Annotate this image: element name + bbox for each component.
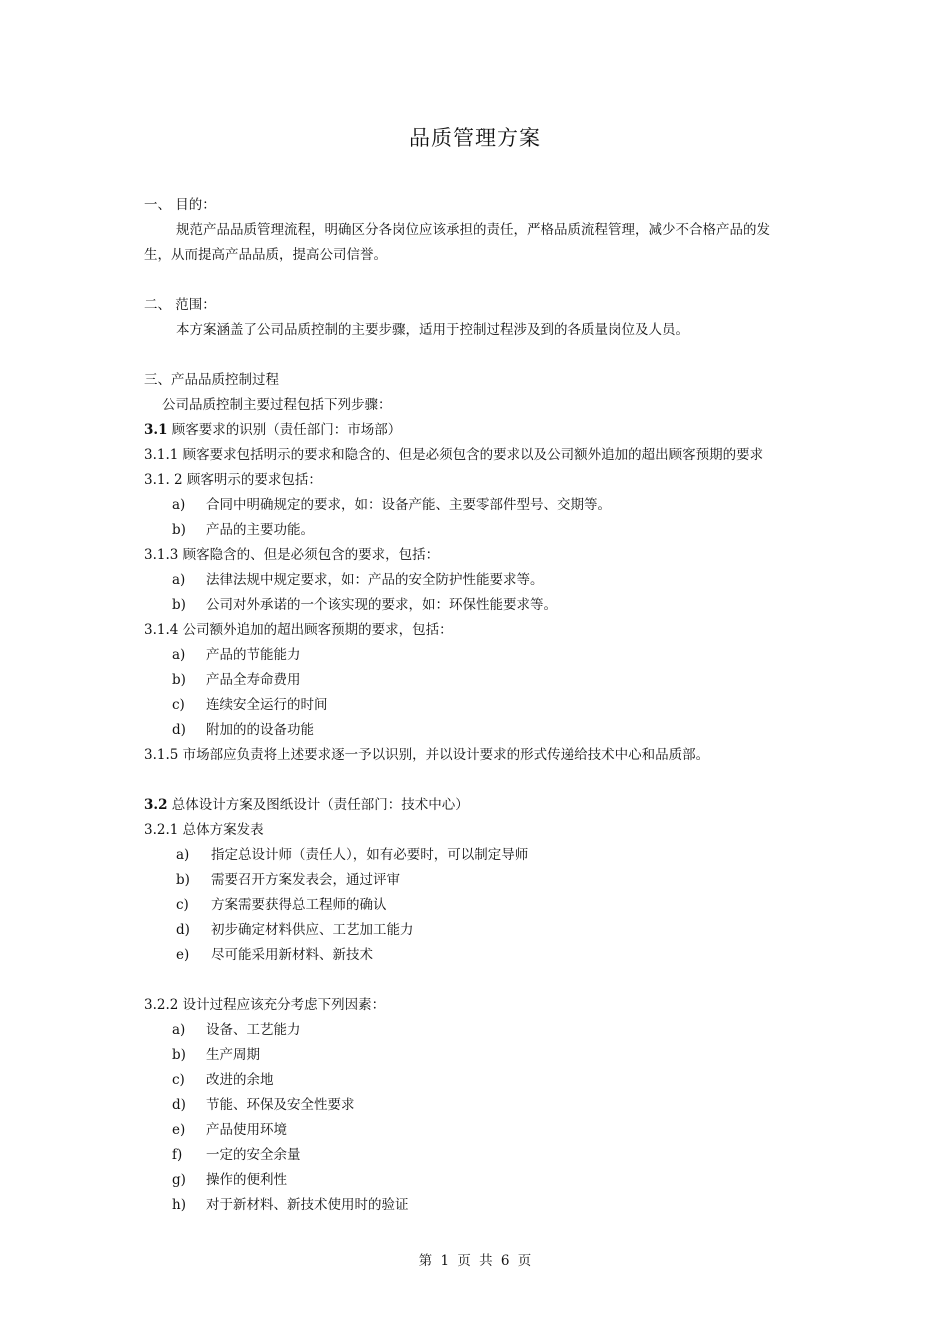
list-item: b) 产品全寿命费用 bbox=[172, 672, 301, 688]
list-item: a) 指定总设计师（责任人），如有必要时，可以制定导师 bbox=[176, 847, 529, 863]
list-item: d) 节能、环保及安全性要求 bbox=[172, 1097, 355, 1113]
clause-3-1-2: 3.1. 2 顾客明示的要求包括： bbox=[144, 472, 322, 488]
list-item: b) 需要召开方案发表会，通过评审 bbox=[176, 872, 400, 888]
clause-3-1-5: 3.1.5 市场部应负责将上述要求逐一予以识别，并以设计要求的形式传递给技术中心和品质部。 bbox=[144, 747, 710, 763]
section-2-body: 本方案涵盖了公司品质控制的主要步骤，适用于控制过程涉及到的各质量岗位及人员。 bbox=[176, 322, 689, 338]
list-item: b) 产品的主要功能。 bbox=[172, 522, 314, 538]
clause-3-1-1: 3.1.1 顾客要求包括明示的要求和隐含的、但是必须包含的要求以及公司额外追加的超出顾客预期的要求 bbox=[144, 447, 764, 463]
page-footer: 第 1 页 共 6 页 bbox=[418, 1253, 532, 1269]
list-item: e) 产品使用环境 bbox=[172, 1122, 287, 1138]
subsection-3-2-number: 3.2 bbox=[144, 797, 168, 813]
section-1-body-line-2: 生，从而提高产品品质，提高公司信誉。 bbox=[144, 247, 387, 263]
document-title: 品质管理方案 bbox=[409, 126, 541, 150]
subsection-3-2-title: 总体设计方案及图纸设计（责任部门：技术中心） bbox=[167, 797, 469, 813]
list-item: a) 法律法规中规定要求，如：产品的安全防护性能要求等。 bbox=[172, 572, 544, 588]
list-item: h) 对于新材料、新技术使用时的验证 bbox=[172, 1197, 409, 1213]
list-item: c) 改进的余地 bbox=[172, 1072, 274, 1088]
list-item: d) 初步确定材料供应、工艺加工能力 bbox=[176, 922, 414, 938]
clause-3-2-2: 3.2.2 设计过程应该充分考虑下列因素： bbox=[144, 997, 386, 1013]
list-item: g) 操作的便利性 bbox=[172, 1172, 287, 1188]
section-1-body-line-1: 规范产品品质管理流程，明确区分各岗位应该承担的责任，严格品质流程管理，减少不合格产品的发 bbox=[176, 222, 770, 238]
section-3-intro: 公司品质控制主要过程包括下列步骤： bbox=[162, 397, 392, 413]
subsection-3-1-title: 顾客要求的识别（责任部门：市场部） bbox=[167, 422, 402, 438]
subsection-3-1-number: 3.1 bbox=[144, 422, 168, 438]
subsection-3-2-heading bbox=[144, 796, 814, 814]
list-item: b) 生产周期 bbox=[172, 1047, 260, 1063]
list-item: c) 连续安全运行的时间 bbox=[172, 697, 328, 713]
list-item: a) 设备、工艺能力 bbox=[172, 1022, 301, 1038]
section-2-heading: 二、 范围： bbox=[144, 297, 216, 313]
clause-3-1-3: 3.1.3 顾客隐含的、但是必须包含的要求，包括： bbox=[144, 547, 440, 563]
list-item: e) 尽可能采用新材料、新技术 bbox=[176, 947, 373, 963]
list-item: f) 一定的安全余量 bbox=[172, 1147, 301, 1163]
list-item: a) 合同中明确规定的要求，如：设备产能、主要零部件型号、交期等。 bbox=[172, 497, 611, 513]
section-3-heading: 三、产品品质控制过程 bbox=[144, 372, 279, 388]
list-item: b) 公司对外承诺的一个该实现的要求，如：环保性能要求等。 bbox=[172, 597, 557, 613]
list-item: c) 方案需要获得总工程师的确认 bbox=[176, 897, 387, 913]
clause-3-2-1: 3.2.1 总体方案发表 bbox=[144, 822, 264, 838]
list-item: a) 产品的节能能力 bbox=[172, 647, 301, 663]
subsection-3-1-heading bbox=[144, 421, 814, 439]
clause-3-1-4: 3.1.4 公司额外追加的超出顾客预期的要求，包括： bbox=[144, 622, 453, 638]
section-1-heading: 一、 目的： bbox=[144, 197, 216, 213]
list-item: d) 附加的的设备功能 bbox=[172, 722, 314, 738]
